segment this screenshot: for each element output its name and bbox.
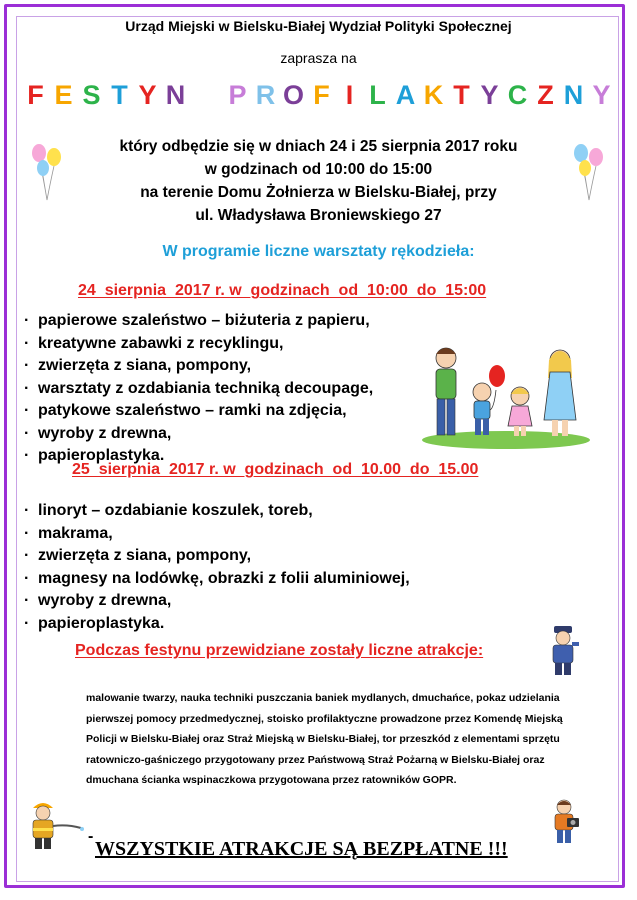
title-letter: Z [537, 80, 554, 110]
list-item: · zwierzęta z siana, pompony, [24, 545, 410, 568]
poster-title [0, 80, 637, 111]
day1-date-line: 24 sierpnia 2017 r. w godzinach od 10:00 do 15:00 [78, 282, 487, 299]
list-item: · papieroplastyka. [24, 613, 410, 636]
list-item: · linoryt – ozdabianie koszulek, toreb, [24, 500, 410, 523]
free-attractions-banner: WSZYSTKIE ATRAKCJE SĄ BEZPŁATNE !!! [95, 838, 508, 860]
title-letter: O [282, 80, 304, 110]
title-letter: N [165, 80, 186, 110]
list-item: · kreatywne zabawki z recyklingu, [24, 333, 373, 356]
title-word-profilaktyczny [224, 80, 616, 111]
list-item: · papierowe szaleństwo – biżuteria z papieru, [24, 310, 373, 333]
list-item: · patykowe szaleństwo – ramki na zdjęcia, [24, 400, 373, 423]
title-letter: R [255, 80, 276, 110]
title-letter: E [54, 80, 73, 110]
details-line-dates: który odbędzie się w dniach 24 i 25 sierpnia 2017 roku [119, 138, 518, 155]
balloons-left-icon [30, 142, 64, 202]
list-item: · zwierzęta z siana, pompony, [24, 355, 373, 378]
list-item: · wyroby z drewna, [24, 590, 410, 613]
title-letter: K [423, 80, 444, 110]
list-item: · makrama, [24, 523, 410, 546]
details-line-address: ul. Władysława Broniewskiego 27 [195, 207, 442, 224]
title-letter: P [228, 80, 247, 110]
title-letter: S [82, 80, 101, 110]
list-item: · magnesy na lodówkę, obrazki z folii aluminiowej, [24, 568, 410, 591]
list-item: · papieroplastyka. [24, 445, 373, 468]
title-letter: Y [480, 80, 499, 110]
day2-workshop-list [24, 500, 410, 635]
event-details [0, 135, 637, 227]
list-item: · wyroby z drewna, [24, 423, 373, 446]
title-letter: L [369, 80, 386, 110]
details-line-hours: w godzinach od 10:00 do 15:00 [204, 161, 433, 178]
title-letter: F [313, 80, 330, 110]
invitation-line: zaprasza na [280, 50, 357, 66]
attractions-heading: Podczas festynu przewidziane zostały liczne atrakcje: [75, 642, 484, 659]
title-letter: Y [592, 80, 611, 110]
title-word-festyn [22, 80, 190, 111]
program-heading: W programie liczne warsztaty rękodzieła: [162, 243, 475, 260]
title-letter: A [395, 80, 416, 110]
title-letter: F [27, 80, 44, 110]
organizer-line: Urząd Miejski w Bielsku-Białej Wydział Polityki Społecznej [125, 18, 512, 34]
title-letter: N [563, 80, 584, 110]
title-letter: I [345, 80, 354, 110]
attractions-text: malowanie twarzy, nauka techniki puszczania baniek mydlanych, dmuchańce, pokaz udzielania pierwszej pomocy przedmedycznej, stoisko profilaktyczne prowadzone przez Komendę Miejską Policji w Bielsku-Białej oraz Straż Miejską w Bielsku-Białej, tor przeszkód z elementami sprzętu ratowniczo-gaśniczego przygotowany przez Państwową Straż Pożarną w Bielsku-Białej oraz dmuchana ścianka wspinaczkowa przygotowana przez ratowników GOPR. [86, 692, 563, 786]
family-illustration-icon [422, 338, 590, 450]
list-item: · warsztaty z ozdabiania techniką decoupage, [24, 378, 373, 401]
title-letter: C [507, 80, 528, 110]
details-line-venue: na terenie Domu Żołnierza w Bielsku-Białej, przy [140, 184, 497, 201]
footer-dash: - [88, 828, 94, 845]
day1-workshop-list [24, 310, 373, 468]
title-letter: T [453, 80, 470, 110]
policeman-icon [545, 624, 581, 676]
balloons-right-icon [572, 142, 606, 202]
title-letter: T [111, 80, 128, 110]
title-letter: Y [138, 80, 157, 110]
kid-with-camera-icon [551, 798, 581, 844]
day2-date-line: 25 sierpnia 2017 r. w godzinach od 10.00 do 15.00 [72, 461, 479, 478]
firefighter-icon [27, 798, 85, 850]
